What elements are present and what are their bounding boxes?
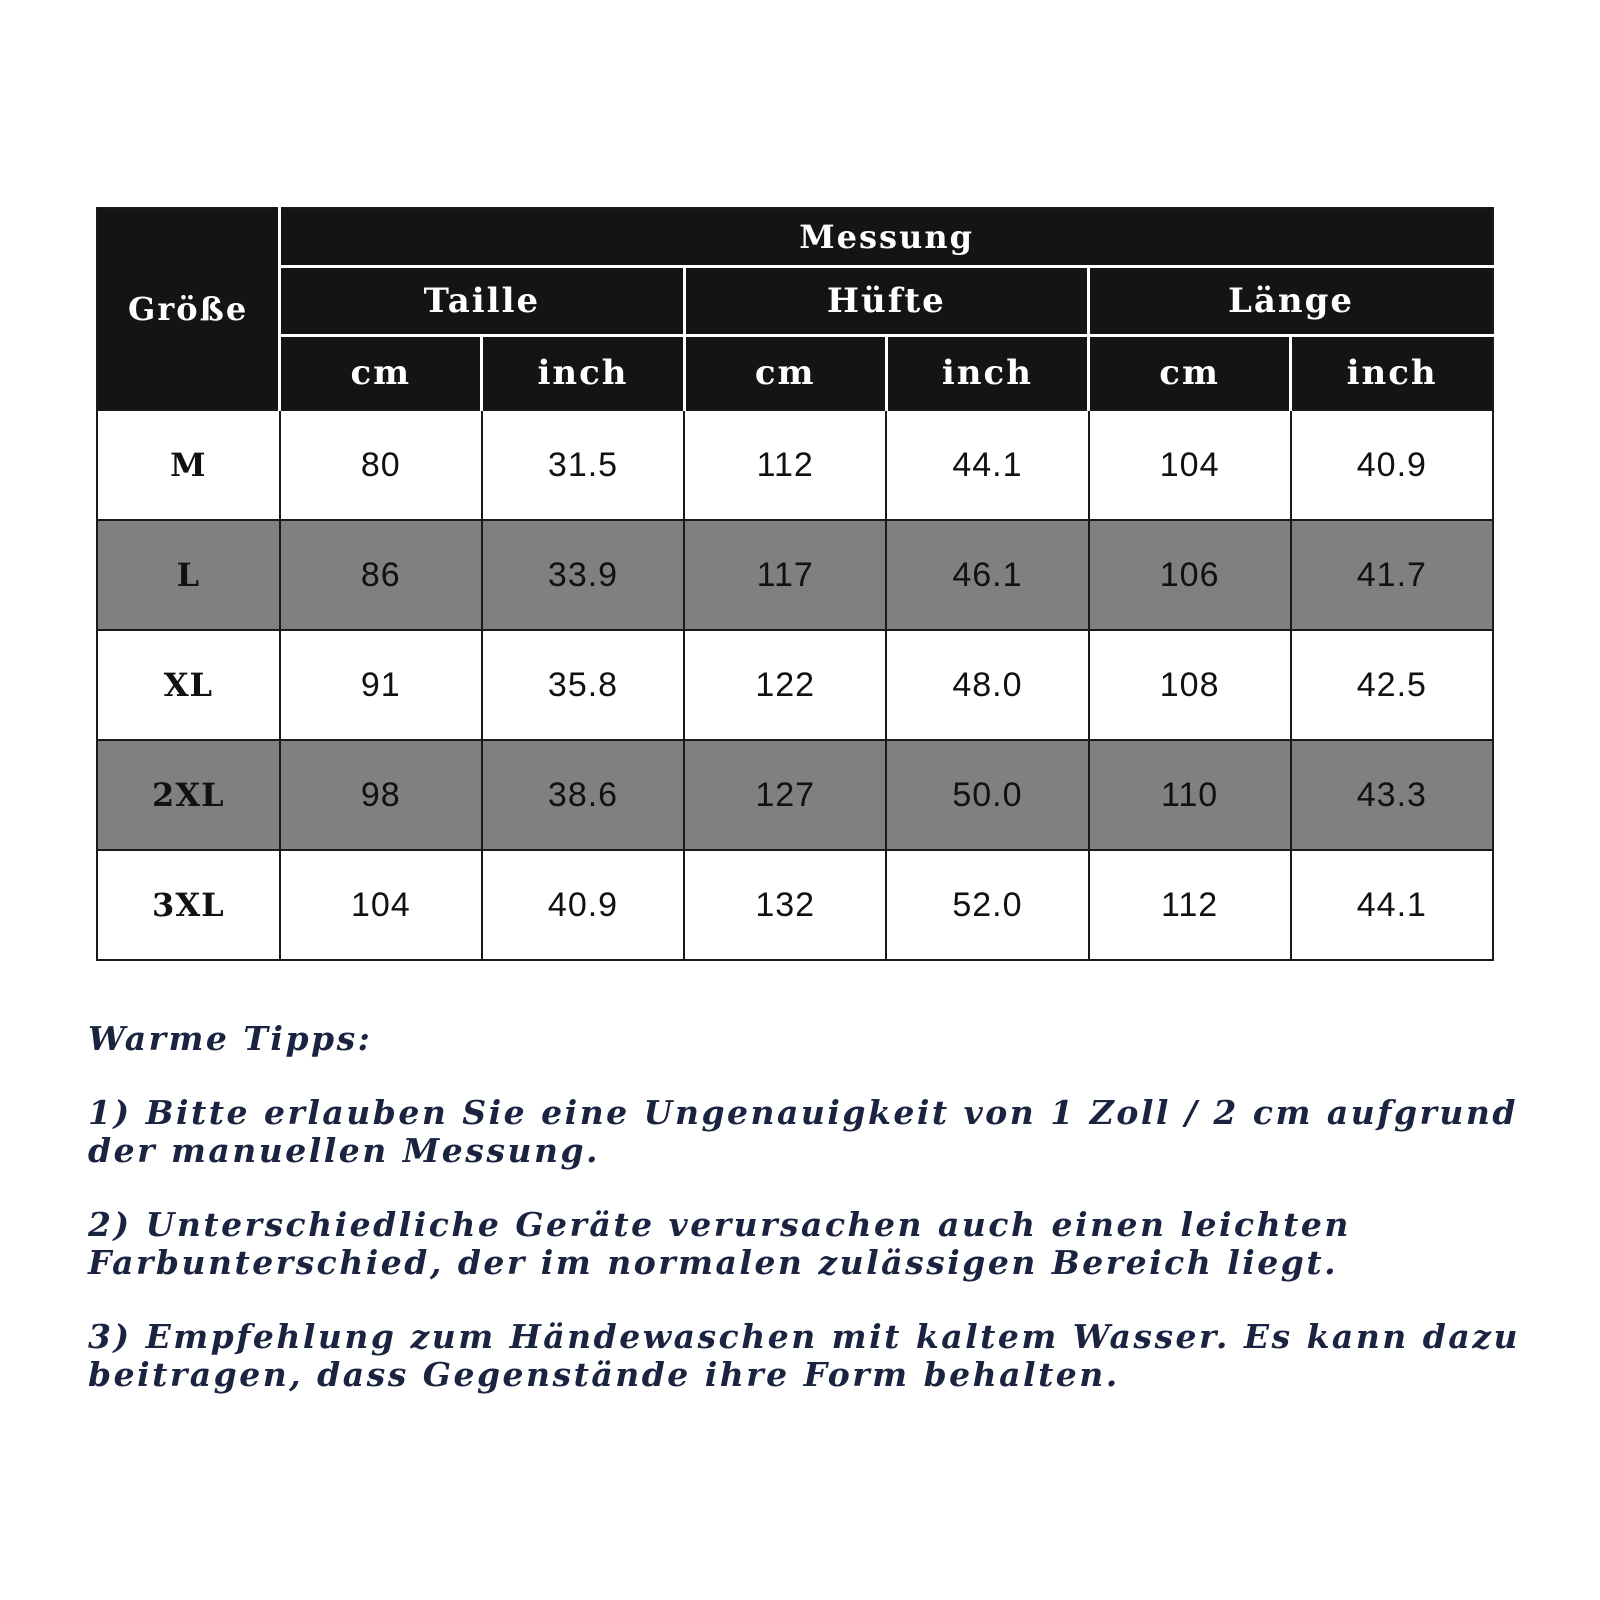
table-cell: 106 (1089, 520, 1291, 630)
table-cell: 108 (1089, 630, 1291, 740)
tip-item: 3) Empfehlung zum Händewaschen mit kaltem Wasser. Es kann dazu beitragen, dass Gegenstände ihre Form behalten. (88, 1317, 1520, 1394)
table-cell: 86 (280, 520, 482, 630)
table-cell: 35.8 (482, 630, 684, 740)
table-cell: 112 (684, 410, 886, 520)
table-cell: 31.5 (482, 410, 684, 520)
unit-header: inch (886, 336, 1088, 411)
table-cell: 42.5 (1291, 630, 1493, 740)
table-cell: 117 (684, 520, 886, 630)
size-cell: 2XL (97, 740, 280, 850)
table-cell: 110 (1089, 740, 1291, 850)
tip-item: 1) Bitte erlauben Sie eine Ungenauigkeit von 1 Zoll / 2 cm aufgrund der manuellen Messung. (88, 1093, 1518, 1170)
size-cell: XL (97, 630, 280, 740)
table-cell: 50.0 (886, 740, 1088, 850)
group-header-waist: Taille (280, 267, 684, 336)
unit-header: cm (684, 336, 886, 411)
table-cell: 112 (1089, 850, 1291, 960)
table-cell: 41.7 (1291, 520, 1493, 630)
table-row (97, 740, 1493, 850)
table-cell: 44.1 (1291, 850, 1493, 960)
group-header-hip: Hüfte (684, 267, 1088, 336)
table-row (97, 850, 1493, 960)
table-cell: 33.9 (482, 520, 684, 630)
care-tips (88, 1020, 1568, 1430)
table-cell: 80 (280, 410, 482, 520)
table-cell: 52.0 (886, 850, 1088, 960)
size-chart-table (96, 207, 1494, 961)
size-cell: L (97, 520, 280, 630)
table-cell: 46.1 (886, 520, 1088, 630)
table-row (97, 520, 1493, 630)
unit-header: inch (482, 336, 684, 411)
table-cell: 40.9 (482, 850, 684, 960)
table-cell: 44.1 (886, 410, 1088, 520)
unit-header: cm (1089, 336, 1291, 411)
size-cell: 3XL (97, 850, 280, 960)
table-cell: 91 (280, 630, 482, 740)
table-row (97, 410, 1493, 520)
group-header-length: Länge (1089, 267, 1493, 336)
table-cell: 104 (280, 850, 482, 960)
tip-item: 2) Unterschiedliche Geräte verursachen auch einen leichten Farbunterschied, der im normalen zulässigen Bereich liegt. (88, 1205, 1351, 1282)
table-cell: 104 (1089, 410, 1291, 520)
table-cell: 127 (684, 740, 886, 850)
table-cell: 132 (684, 850, 886, 960)
table-cell: 48.0 (886, 630, 1088, 740)
size-cell: M (97, 410, 280, 520)
table-cell: 43.3 (1291, 740, 1493, 850)
table-cell: 40.9 (1291, 410, 1493, 520)
table-cell: 38.6 (482, 740, 684, 850)
table-row (97, 630, 1493, 740)
unit-header: cm (280, 336, 482, 411)
table-cell: 122 (684, 630, 886, 740)
tips-title: Warme Tipps: (88, 1019, 373, 1058)
size-column-header: Größe (97, 208, 280, 410)
unit-header: inch (1291, 336, 1493, 411)
table-cell: 98 (280, 740, 482, 850)
measurement-header: Messung (280, 208, 1493, 267)
